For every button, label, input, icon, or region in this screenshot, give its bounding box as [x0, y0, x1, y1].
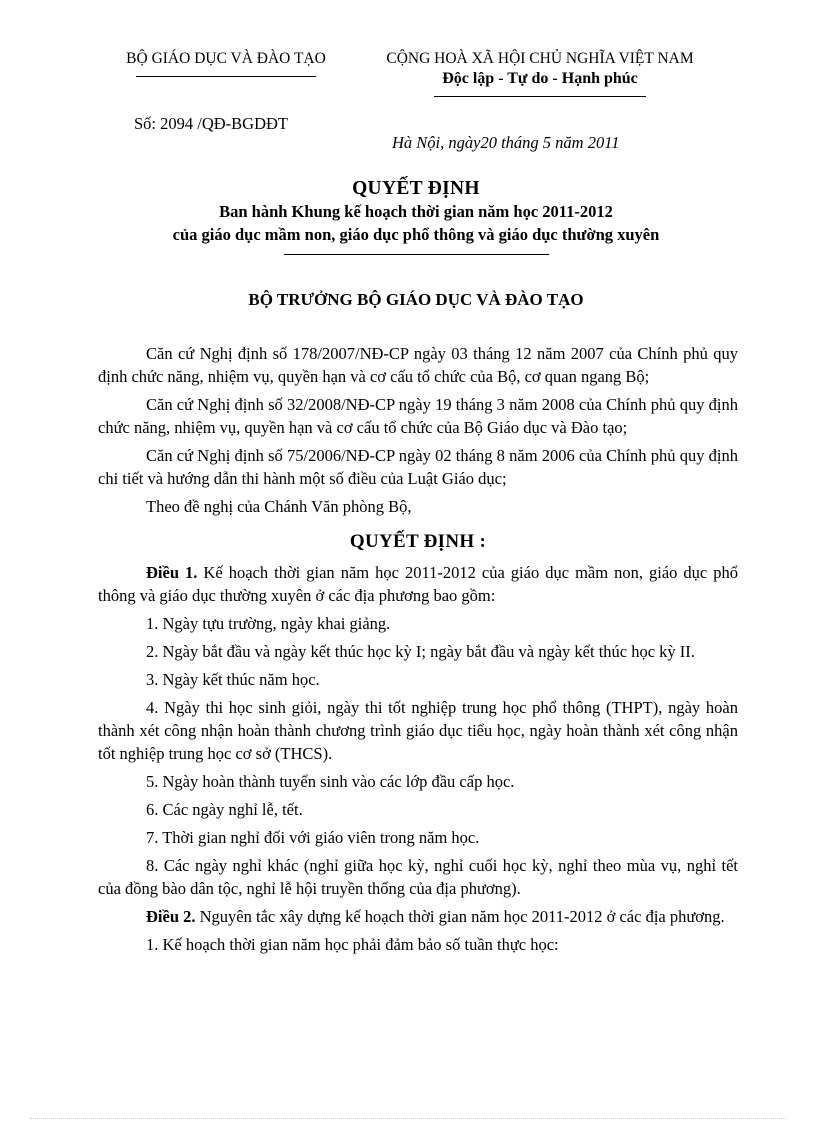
article-1-item: 3. Ngày kết thúc năm học. [146, 670, 320, 689]
motto: Độc lập - Tự do - Hạnh phúc [442, 70, 638, 87]
article-1-item: 5. Ngày hoàn thành tuyển sinh vào các lớp đầu cấp học. [146, 772, 515, 791]
title-subtitle-1: Ban hành Khung kế hoạch thời gian năm học 2011-2012 [219, 202, 613, 221]
article-1-item: 1. Ngày tựu trường, ngày khai giảng. [146, 614, 391, 633]
title-subtitle-2: của giáo dục mầm non, giáo dục phổ thông và giáo dục thường xuyên [172, 225, 660, 244]
article-1-item: 6. Các ngày nghỉ lễ, tết. [146, 800, 303, 819]
article-1 [98, 561, 738, 607]
article-1-item: 2. Ngày bắt đầu và ngày kết thúc học kỳ I; ngày bắt đầu và ngày kết thúc học kỳ II. [146, 642, 695, 661]
article-1-item: 8. Các ngày nghỉ khác (nghỉ giữa học kỳ, nghỉ cuối học kỳ, nghỉ theo mùa vụ, nghỉ tết của đồng bào dân tộc, nghỉ lễ hội truyền thống của địa phương). [98, 856, 738, 898]
document-body [98, 342, 738, 961]
header-left [106, 50, 346, 77]
page-bottom-border [30, 1118, 786, 1119]
preamble-paragraph: Căn cứ Nghị định số 32/2008/NĐ-CP ngày 19 tháng 3 năm 2008 của Chính phủ quy định chức năng, nhiệm vụ, quyền hạn và cơ cấu tổ chức của Bộ Giáo dục và Đào tạo; [98, 395, 738, 437]
document-title: QUYẾT ĐỊNH [352, 178, 480, 199]
ministry-name: BỘ GIÁO DỤC VÀ ĐÀO TẠO [126, 50, 326, 67]
document-number: Số: 2094 /QĐ-BGDĐT [134, 114, 289, 133]
preamble-paragraph: Căn cứ Nghị định số 178/2007/NĐ-CP ngày 03 tháng 12 năm 2007 của Chính phủ quy định chức năng, nhiệm vụ, quyền hạn và cơ cấu tổ chức của Bộ, cơ quan ngang Bộ; [98, 344, 738, 386]
article-1-label: Điều 1. [146, 563, 198, 582]
article-2 [98, 905, 738, 928]
title-block [100, 178, 732, 255]
article-1-item: 4. Ngày thi học sinh giỏi, ngày thi tốt nghiệp trung học phổ thông (THPT), ngày hoàn thành xét công nhận hoàn thành chương trình giáo dục tiểu học, ngày hoàn thành xét công nhận tốt nghiệp trung học cơ sở (THCS). [98, 698, 738, 763]
article-2-text: Nguyên tắc xây dựng kế hoạch thời gian năm học 2011-2012 ở các địa phương. [195, 907, 725, 926]
preamble-paragraph: Căn cứ Nghị định số 75/2006/NĐ-CP ngày 02 tháng 8 năm 2006 của Chính phủ quy định chi tiết và hướng dẫn thi hành một số điều của Luật Giáo dục; [98, 446, 738, 488]
issuing-authority: BỘ TRƯỞNG BỘ GIÁO DỤC VÀ ĐÀO TẠO [248, 290, 584, 309]
country-name: CỘNG HOÀ XÃ HỘI CHỦ NGHĨA VIỆT NAM [386, 50, 694, 67]
place-date: Hà Nội, ngày20 tháng 5 năm 2011 [392, 133, 620, 152]
preamble-paragraph: Theo đề nghị của Chánh Văn phòng Bộ, [146, 497, 412, 516]
motto-underline [434, 96, 646, 97]
header-right [352, 50, 728, 97]
article-2-label: Điều 2. [146, 907, 196, 926]
title-divider [284, 254, 549, 255]
decision-heading: QUYẾT ĐỊNH : [349, 531, 487, 552]
article-1-item: 7. Thời gian nghỉ đối với giáo viên trong năm học. [146, 828, 480, 847]
ministry-underline [136, 76, 316, 77]
article-2-item: 1. Kế hoạch thời gian năm học phải đảm bảo số tuần thực học: [146, 935, 559, 954]
article-1-text: Kế hoạch thời gian năm học 2011-2012 của giáo dục mầm non, giáo dục phổ thông và giáo dục thường xuyên ở các địa phương bao gồm: [98, 563, 739, 605]
